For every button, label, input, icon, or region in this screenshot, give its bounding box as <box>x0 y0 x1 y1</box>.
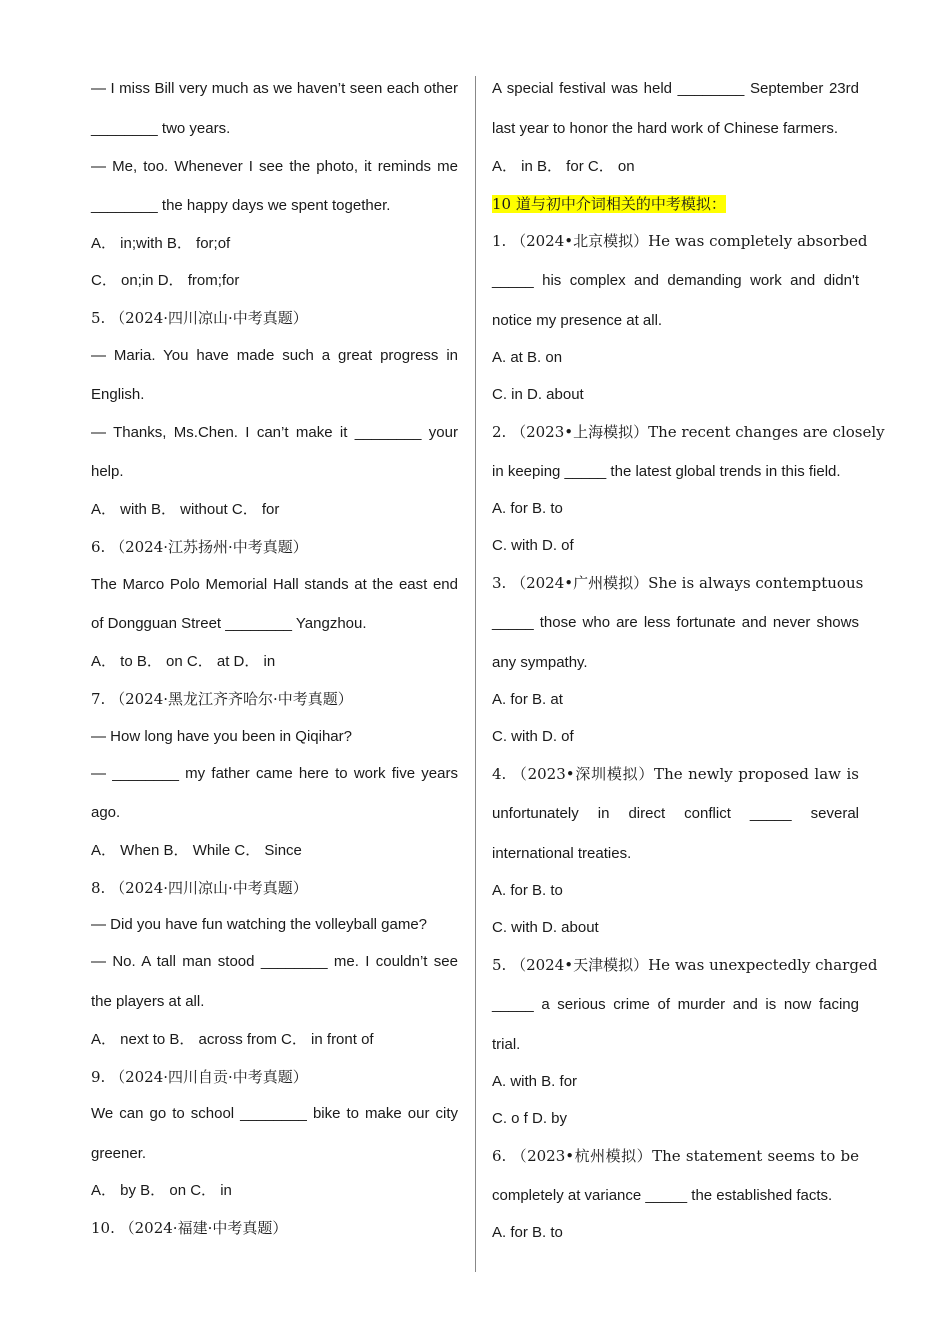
left-column-line <box>91 119 458 139</box>
line-text: _____ a serious crime of murder and is now facing <box>492 996 859 1013</box>
left-column-line <box>91 614 458 634</box>
left-column-line <box>91 234 458 254</box>
line-text: completely at variance _____ the established facts. <box>492 1187 833 1204</box>
right-column-line <box>492 1072 859 1092</box>
left-column-line <box>91 952 458 972</box>
left-column-line <box>91 385 458 405</box>
left-column-line <box>91 308 458 329</box>
left-column-line <box>91 271 458 291</box>
right-column-line <box>492 79 859 99</box>
line-text: ________ the happy days we spent together. <box>91 197 391 214</box>
right-column-line <box>492 231 868 252</box>
right-column-line <box>492 311 859 331</box>
left-column-line <box>91 689 458 710</box>
line-text: A． in B． for C． on <box>492 158 635 175</box>
line-text: last year to honor the hard work of Chinese farmers. <box>492 120 838 137</box>
right-column-line <box>492 573 864 594</box>
right-column-line <box>492 271 859 291</box>
line-text: We can go to school ________ bike to make our city <box>91 1105 458 1122</box>
line-text: unfortunately in direct conflict _____ several <box>492 805 859 822</box>
line-text: of Dongguan Street ________ Yangzhou. <box>91 615 367 632</box>
line-text: A． by B． on C． in <box>91 1182 232 1199</box>
line-text: A． When B． While C． Since <box>91 842 302 859</box>
left-column-line <box>91 652 458 672</box>
line-text: help. <box>91 463 124 480</box>
right-column-line <box>492 119 859 139</box>
right-column-line <box>492 385 859 405</box>
left-column-line <box>91 79 458 99</box>
line-text: A. at B. on <box>492 349 563 366</box>
line-text: A． to B． on C． at D． in <box>91 653 276 670</box>
left-column-line <box>91 196 458 216</box>
line-text: 5. （2024•天津模拟）He was unexpectedly charged <box>492 956 878 974</box>
line-text: 5. （2024·四川凉山·中考真题） <box>91 309 308 327</box>
line-text: — Thanks, Ms.Chen. I can’t make it ________ your <box>91 424 458 441</box>
left-column-line <box>91 803 458 823</box>
line-text: — I miss Bill very much as we haven’t seen each other <box>91 80 458 97</box>
line-text: 8. （2024·四川凉山·中考真题） <box>91 879 308 897</box>
line-text: C. in D. about <box>492 386 584 403</box>
left-column-line <box>91 575 458 595</box>
line-text: ago. <box>91 804 121 821</box>
right-column-line <box>492 881 859 901</box>
left-column-line <box>91 878 458 899</box>
right-column-line <box>492 844 859 864</box>
right-column-line <box>492 955 878 976</box>
left-column-line <box>91 1067 458 1088</box>
line-text: international treaties. <box>492 845 632 862</box>
right-column-line <box>492 653 859 673</box>
left-column-line <box>91 1144 458 1164</box>
left-column-line <box>91 992 458 1012</box>
line-text: — No. A tall man stood ________ me. I couldn’t see <box>91 953 458 970</box>
line-text: A． with B． without C． for <box>91 501 280 518</box>
line-text: 10. （2024·福建·中考真题） <box>91 1219 288 1237</box>
right-column-line <box>492 1186 859 1206</box>
line-text: C. o f D. by <box>492 1110 568 1127</box>
left-column-line <box>91 346 458 366</box>
line-text: C. with D. of <box>492 537 574 554</box>
column-divider <box>475 76 476 1272</box>
line-text: A． in;with B． for;of <box>91 235 231 252</box>
right-column-line <box>492 1035 859 1055</box>
line-text: greener. <box>91 1145 147 1162</box>
line-text: — Me, too. Whenever I see the photo, it reminds me <box>91 158 458 175</box>
line-text: _____ those who are less fortunate and never shows <box>492 614 859 631</box>
line-text: C. with D. of <box>492 728 574 745</box>
line-text: 2. （2023•上海模拟）The recent changes are closely <box>492 423 885 441</box>
left-column-line <box>91 915 458 935</box>
right-column-line <box>492 536 859 556</box>
line-text: A. for B. at <box>492 691 563 708</box>
line-text: A. with B. for <box>492 1073 578 1090</box>
left-column-line <box>91 500 458 520</box>
right-column-line <box>492 422 885 443</box>
left-column-line <box>91 1181 458 1201</box>
right-column-line <box>492 499 859 519</box>
right-column-line <box>492 1146 859 1167</box>
right-column-line <box>492 613 859 633</box>
left-column-line <box>91 841 458 861</box>
line-text: — Maria. You have made such a great progress in <box>91 347 458 364</box>
line-text: any sympathy. <box>492 654 588 671</box>
line-text: — How long have you been in Qiqihar? <box>91 728 352 745</box>
left-column-line <box>91 1030 458 1050</box>
line-text: English. <box>91 386 145 403</box>
line-text: A. for B. to <box>492 1224 563 1241</box>
right-column-line <box>492 918 859 938</box>
right-column-line <box>492 995 859 1015</box>
line-text: in keeping _____ the latest global trends in this field. <box>492 463 841 480</box>
right-column-line <box>492 194 859 215</box>
line-text: 10 道与初中介词相关的中考模拟： <box>492 195 726 213</box>
line-text: 6. （2024·江苏扬州·中考真题） <box>91 538 308 556</box>
right-column-line <box>492 348 859 368</box>
line-text: A. for B. to <box>492 882 563 899</box>
line-text: C． on;in D． from;for <box>91 272 240 289</box>
right-column-line <box>492 804 859 824</box>
right-column-line <box>492 764 859 785</box>
line-text: notice my presence at all. <box>492 312 663 329</box>
line-text: — Did you have fun watching the volleyball game? <box>91 916 428 933</box>
left-column-line <box>91 727 458 747</box>
line-text: the players at all. <box>91 993 205 1010</box>
right-column-line <box>492 462 859 482</box>
line-text: ________ two years. <box>91 120 231 137</box>
left-column-line <box>91 462 458 482</box>
line-text: _____ his complex and demanding work and didn't <box>492 272 859 289</box>
line-text: A. for B. to <box>492 500 563 517</box>
line-text: — ________ my father came here to work five years <box>91 765 458 782</box>
line-text: trial. <box>492 1036 521 1053</box>
left-column-line <box>91 537 458 558</box>
line-text: 4. （2023•深圳模拟）The newly proposed law is <box>492 765 859 783</box>
line-text: A special festival was held ________ September 23rd <box>492 80 859 97</box>
line-text: C. with D. about <box>492 919 599 936</box>
line-text: 6. （2023•杭州模拟）The statement seems to be <box>492 1147 859 1165</box>
line-text: 3. （2024•广州模拟）She is always contemptuous <box>492 574 864 592</box>
right-column-line <box>492 727 859 747</box>
right-column-line <box>492 1223 859 1243</box>
line-text: The Marco Polo Memorial Hall stands at the east end <box>91 576 458 593</box>
line-text: A． next to B． across from C． in front of <box>91 1031 374 1048</box>
left-column-line <box>91 764 458 784</box>
left-column-line <box>91 1104 458 1124</box>
line-text: 7. （2024·黑龙江齐齐哈尔·中考真题） <box>91 690 353 708</box>
right-column-line <box>492 1109 859 1129</box>
left-column-line <box>91 157 458 177</box>
right-column-line <box>492 690 859 710</box>
line-text: 1. （2024•北京模拟）He was completely absorbed <box>492 232 868 250</box>
line-text: 9. （2024·四川自贡·中考真题） <box>91 1068 308 1086</box>
left-column-line <box>91 1218 458 1239</box>
right-column-line <box>492 157 859 177</box>
left-column-line <box>91 423 458 443</box>
